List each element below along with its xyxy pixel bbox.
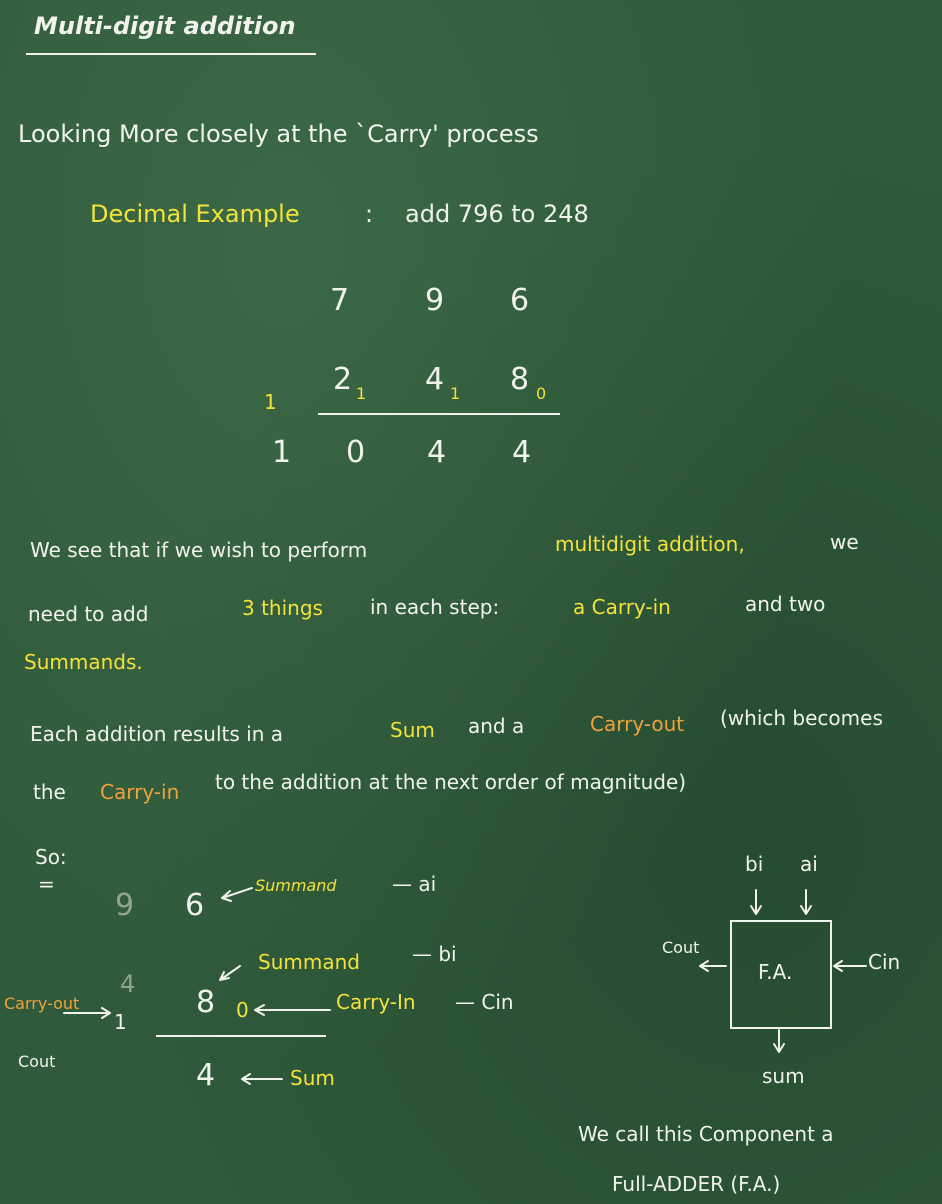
top-digit-ones: 6	[510, 283, 530, 318]
ex2-result-digit: 4	[196, 1058, 216, 1093]
para2-line1-a: Each addition results in a	[30, 722, 283, 746]
heading: Looking More closely at the `Carry' process	[18, 120, 539, 148]
fa-ai-arrow-icon	[801, 890, 811, 914]
summand1-arrow-icon	[222, 888, 252, 901]
ghost-mid-digit: 4	[120, 970, 136, 998]
carry-left: 1	[264, 390, 277, 414]
top-digit-tens: 9	[425, 283, 445, 318]
sum-label: Sum	[290, 1066, 335, 1090]
summand-1: Summand	[255, 876, 337, 895]
result-digit-hundreds: 0	[346, 435, 366, 470]
carry-out-label: Carry-out	[4, 994, 80, 1013]
ex2-mid-digit: 8	[196, 985, 216, 1020]
top-digit-hundreds: 7	[330, 283, 350, 318]
result-digit-thousands: 1	[272, 435, 292, 470]
carry-ones: 0	[536, 384, 547, 403]
second-digit-hundreds: 2	[333, 362, 353, 397]
fa-box-label: F.A.	[758, 960, 793, 984]
example-text: add 796 to 248	[405, 200, 589, 228]
example-label: Decimal Example	[90, 200, 300, 228]
para2-line1-carry-out: Carry-out	[590, 712, 685, 736]
closing-line2: Full-ADDER (F.A.)	[612, 1172, 781, 1196]
fa-cin-label: Cin	[868, 950, 901, 974]
sum-arrow-icon	[242, 1074, 282, 1084]
fa-ai-label: ai	[800, 852, 818, 876]
para1-line3: Summands.	[24, 650, 143, 674]
title: Multi-digit addition	[34, 12, 296, 40]
result-digit-ones: 4	[512, 435, 532, 470]
fa-sum-arrow-icon	[774, 1030, 784, 1052]
so-double-underline: =	[38, 872, 55, 896]
second-digit-ones: 8	[510, 362, 530, 397]
bi-label: — bi	[412, 942, 457, 966]
carry-out-arrow-icon	[64, 1008, 110, 1018]
fa-sum-label: sum	[762, 1064, 805, 1088]
summand-2: Summand	[258, 950, 360, 974]
para1-line2-e: and two	[745, 592, 826, 616]
ghost-top-digit: 9	[115, 888, 135, 923]
para1-line2-c: in each step:	[370, 595, 500, 619]
para1-line2-carry-in: a Carry-in	[573, 595, 671, 619]
carry-in-value: 0	[236, 998, 249, 1022]
carry-out-value: 1	[114, 1010, 127, 1034]
second-digit-tens: 4	[425, 362, 445, 397]
fa-bi-arrow-icon	[751, 890, 761, 914]
closing-line1: We call this Component a	[578, 1122, 834, 1146]
cout-label: Cout	[18, 1052, 56, 1071]
fa-bi-label: bi	[745, 852, 764, 876]
carry-hundreds: 1	[356, 384, 367, 403]
result-digit-tens: 4	[427, 435, 447, 470]
para1-line2-things: 3 things	[242, 596, 323, 620]
summand2-arrow-icon	[220, 966, 240, 980]
para2-line2-a: the	[33, 780, 66, 804]
fa-cin-arrow-icon	[834, 961, 866, 971]
carry-tens: 1	[450, 384, 461, 403]
fa-cout-label: Cout	[662, 938, 700, 957]
para1-line1-c: we	[830, 530, 859, 554]
carry-in-label: Carry-In	[336, 990, 416, 1014]
carry-in-arrow-icon	[255, 1005, 330, 1015]
para2-line2-c: to the addition at the next order of magnitude)	[215, 770, 687, 794]
fa-cout-arrow-icon	[700, 961, 726, 971]
ex2-top-digit: 6	[185, 888, 205, 923]
para1-line1-a: We see that if we wish to perform	[30, 538, 368, 562]
para2-line1-sum: Sum	[390, 718, 435, 742]
para2-line1-e: (which becomes	[720, 706, 883, 730]
para2-line1-c: and a	[468, 714, 525, 738]
example-colon: :	[365, 200, 374, 228]
cin-label: — Cin	[455, 990, 514, 1014]
so-label: So:	[35, 845, 67, 869]
para2-line2-carry-in: Carry-in	[100, 780, 180, 804]
para1-line1-highlight: multidigit addition,	[555, 532, 745, 556]
ai-label: — ai	[392, 872, 437, 896]
para1-line2-a: need to add	[28, 602, 149, 626]
